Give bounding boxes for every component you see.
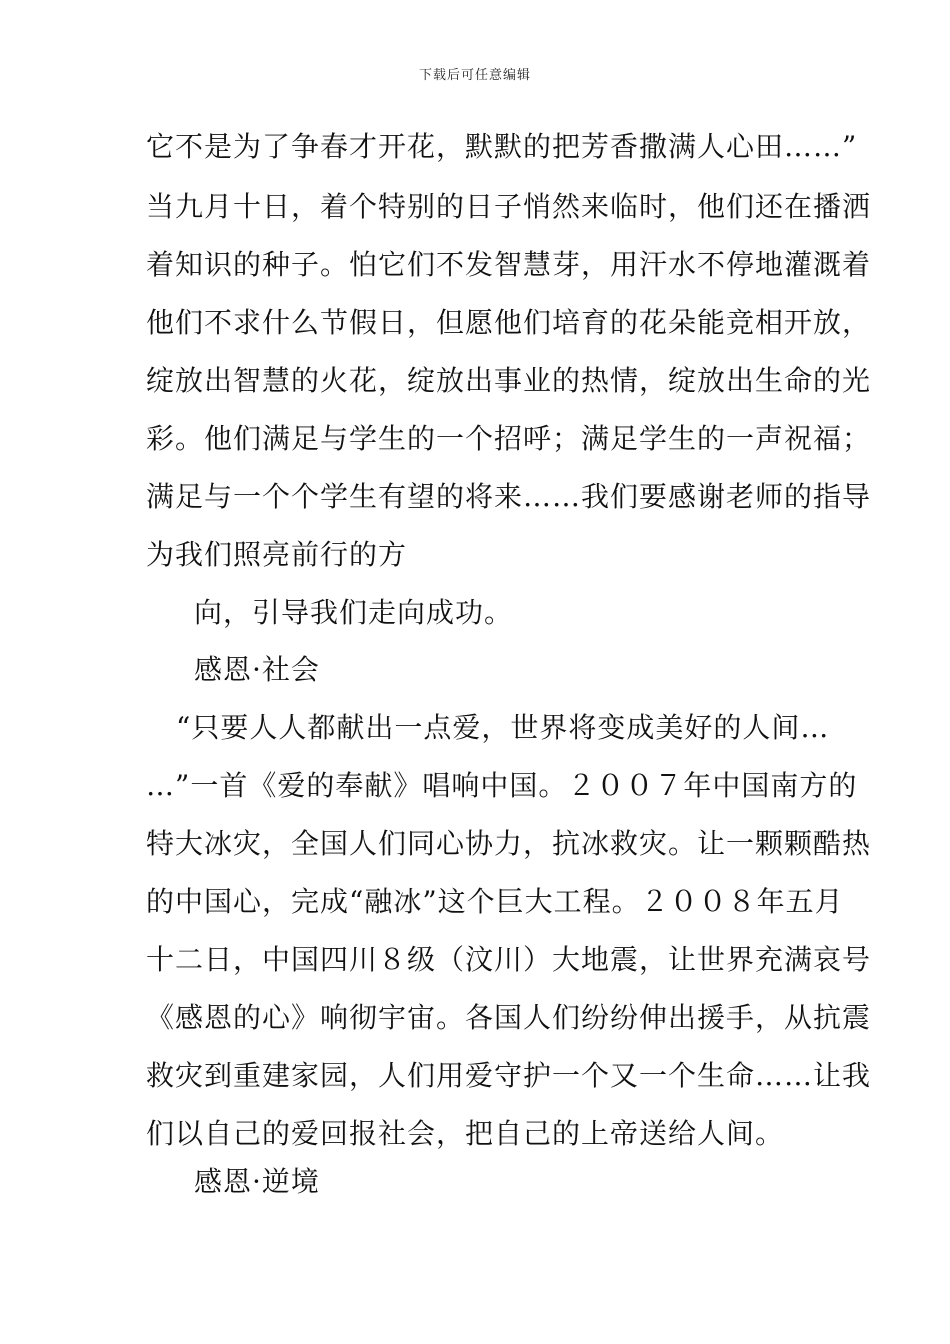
text-line: 它不是为了争春才开花，默默的把芳香撒满人心田……” <box>146 130 858 163</box>
section-heading-adversity: 感恩·逆境 <box>194 1165 320 1198</box>
section-heading-society: 感恩·社会 <box>194 653 320 686</box>
text-line: 救灾到重建家园，人们用爱守护一个又一个生命……让我 <box>146 1059 872 1092</box>
text-line: 的中国心，完成“融冰”这个巨大工程。２００８年五月 <box>146 885 844 918</box>
text-line: 他们不求什么节假日，但愿他们培育的花朵能竞相开放， <box>146 306 872 339</box>
text-line: “只要人人都献出一点爱，世界将变成美好的人间… <box>176 711 830 744</box>
text-line: 《感恩的心》响彻宇宙。各国人们纷纷伸出援手，从抗震 <box>146 1001 872 1034</box>
text-line: …”一首《爱的奉献》唱响中国。２００７年中国南方的 <box>146 769 858 802</box>
text-line: 当九月十日，着个特别的日子悄然来临时，他们还在播洒 <box>146 190 872 223</box>
text-line: 着知识的种子。怕它们不发智慧芽，用汗水不停地灌溉着 <box>146 248 872 281</box>
text-line: 彩。他们满足与学生的一个招呼；满足学生的一声祝福； <box>146 422 872 455</box>
text-line: 特大冰灾，全国人们同心协力，抗冰救灾。让一颗颗酷热 <box>146 827 872 860</box>
page-header: 下载后可任意编辑 <box>418 68 531 83</box>
text-line: 满足与一个个学生有望的将来……我们要感谢老师的指导 <box>146 480 872 513</box>
text-line: 十二日，中国四川８级（汶川）大地震，让世界充满哀号 <box>146 943 872 976</box>
text-line: 们以自己的爱回报社会，把自己的上帝送给人间。 <box>146 1117 785 1150</box>
text-line: 向，引导我们走向成功。 <box>194 596 514 629</box>
text-line: 为我们照亮前行的方 <box>146 538 408 571</box>
text-line: 绽放出智慧的火花，绽放出事业的热情，绽放出生命的光 <box>146 364 872 397</box>
